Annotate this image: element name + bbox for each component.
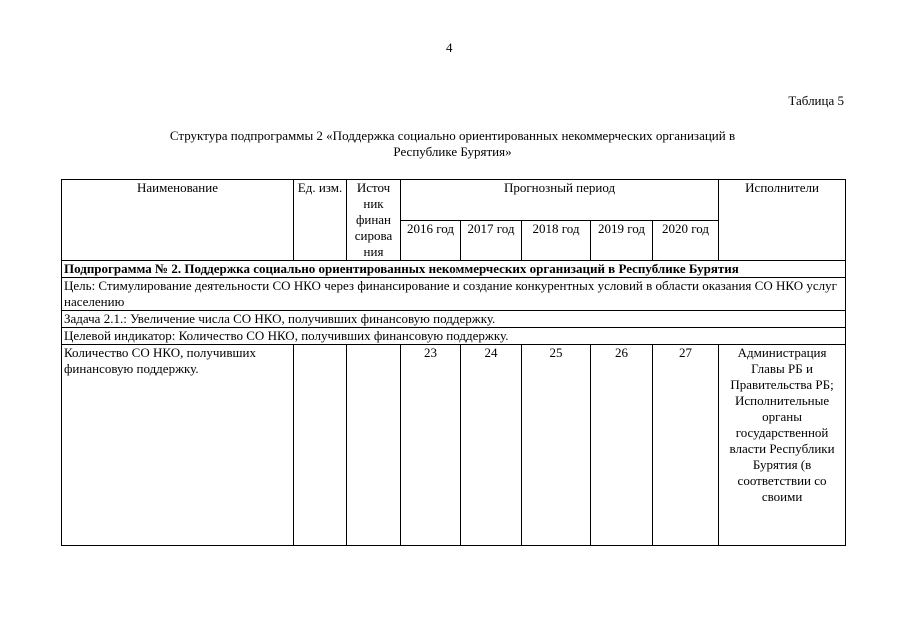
row-value-2020: 27 [653,345,719,546]
row-unit [294,345,347,546]
header-unit: Ед. изм. [294,180,347,261]
subprogram-structure-table [61,179,846,546]
task-row [62,311,846,328]
goal-row [62,278,846,311]
table-caption [100,128,805,160]
subprogram-title: Подпрограмма № 2. Поддержка социально ориентированных некоммерческих организаций в Республике Бурятия [62,261,846,278]
indicator-row [62,328,846,345]
header-year-2018: 2018 год [522,220,591,261]
row-value-2017: 24 [461,345,522,546]
page-number: 4 [446,40,453,55]
row-value-2019: 26 [591,345,653,546]
header-year-2020: 2020 год [653,220,719,261]
header-year-2017: 2017 год [461,220,522,261]
header-year-2019: 2019 год [591,220,653,261]
header-source: Источ ник финан сирова ния [347,180,401,261]
table-label: Таблица 5 [788,93,844,108]
indicator-text: Целевой индикатор: Количество СО НКО, получивших финансовую поддержку. [62,328,846,345]
row-value-2016: 23 [401,345,461,546]
header-row-1 [62,180,846,221]
header-executors: Исполнители [719,180,846,261]
goal-text: Цель: Стимулирование деятельности СО НКО через финансирование и создание конкурентных условий в области оказания СО НКО услуг населению [62,278,846,311]
header-year-2016: 2016 год [401,220,461,261]
caption-line-1: Структура подпрограммы 2 «Поддержка социально ориентированных некоммерческих организаций в [169,128,736,143]
row-name: Количество СО НКО, получивших финансовую поддержку. [62,345,294,546]
table-row [62,345,846,546]
row-executors: Администрация Главы РБ и Правительства РБ; Исполнительные органы государственной власти Республики Бурятия (в соответствии со своими [719,345,846,546]
header-forecast-period: Прогнозный период [401,180,719,221]
subprogram-row [62,261,846,278]
task-text: Задача 2.1.: Увеличение числа СО НКО, получивших финансовую поддержку. [62,311,846,328]
row-value-2018: 25 [522,345,591,546]
header-name: Наименование [62,180,294,261]
caption-line-2: Республике Бурятия» [393,144,512,159]
row-source [347,345,401,546]
